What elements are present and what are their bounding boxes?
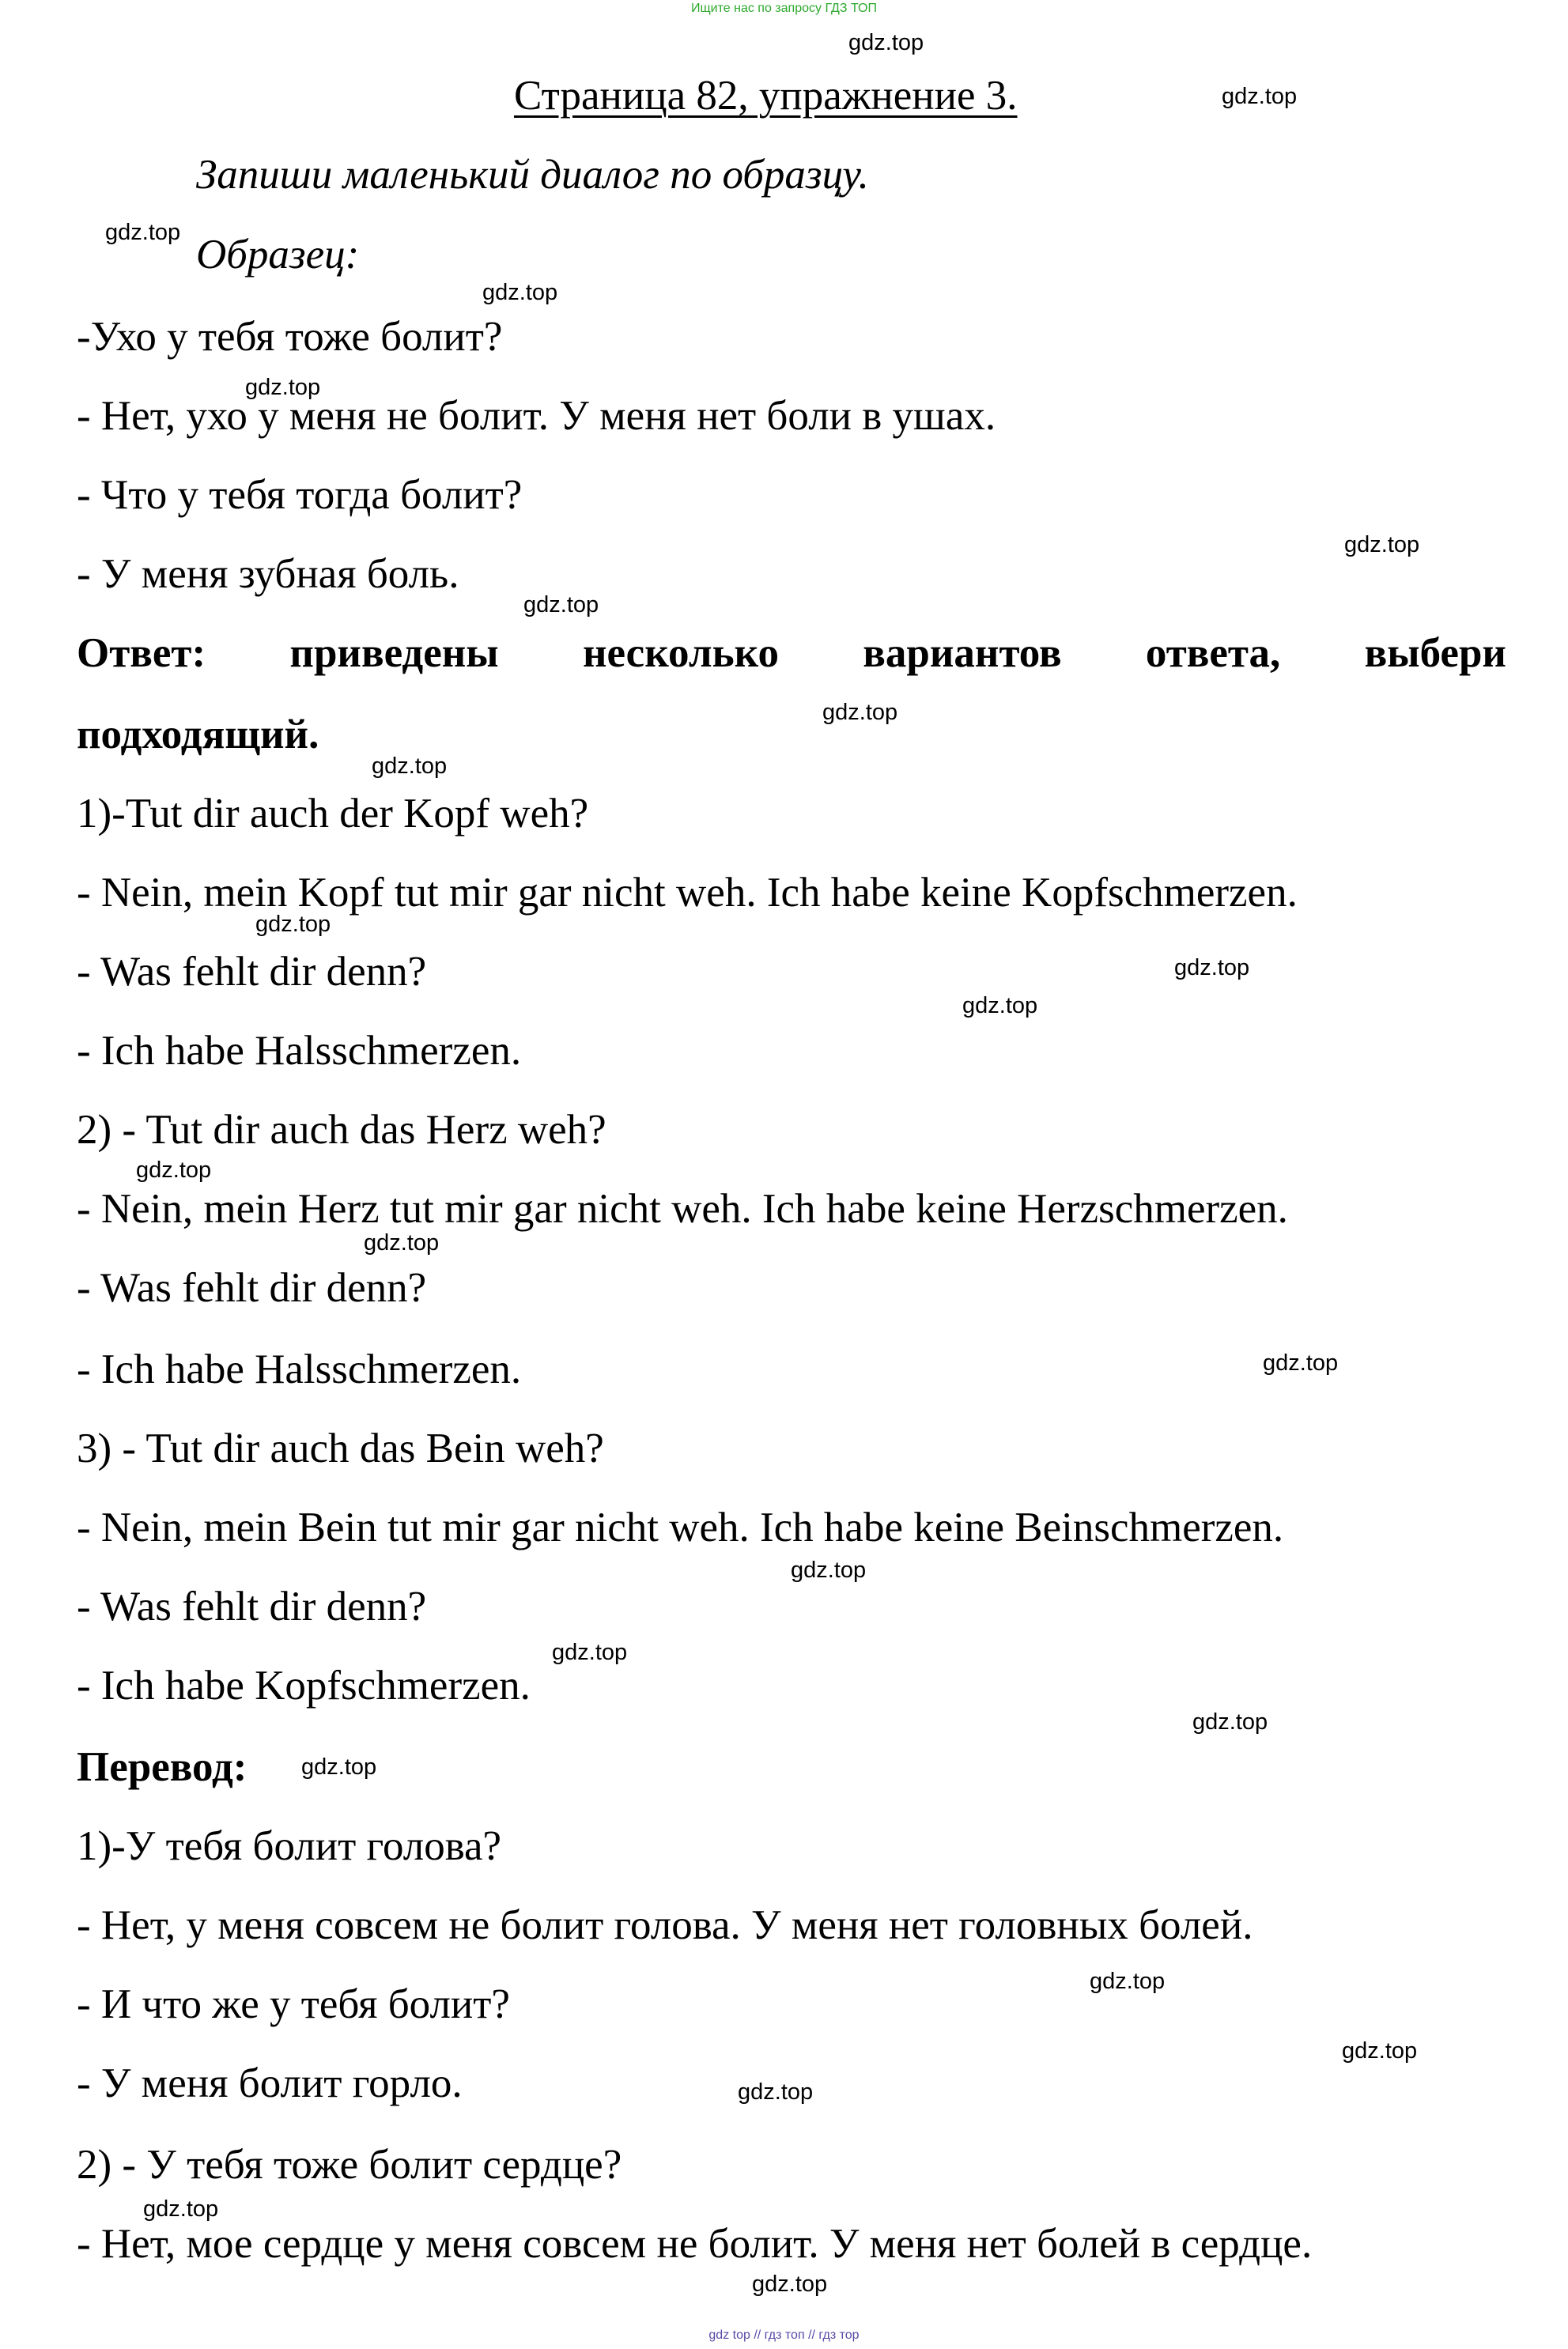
watermark: gdz.top xyxy=(962,993,1038,1018)
answer-line: - Ich habe Halsschmerzen. xyxy=(77,1346,522,1392)
answer-heading xyxy=(77,630,1506,676)
task-instruction: Запиши маленький диалог по образцу. xyxy=(196,152,869,198)
translation-line: - У меня болит горло. xyxy=(77,2060,463,2106)
answer-heading-word: ответа, xyxy=(1145,630,1281,676)
watermark: gdz.top xyxy=(143,2196,219,2222)
watermark: gdz.top xyxy=(1174,955,1250,980)
watermark: gdz.top xyxy=(552,1640,628,1665)
answer-line: 3) - Tut dir auch das Bein weh? xyxy=(77,1426,604,1471)
watermark: gdz.top xyxy=(791,1558,867,1583)
answer-heading-word: Ответ: xyxy=(77,630,206,676)
watermark: gdz.top xyxy=(364,1230,440,1256)
watermark: gdz.top xyxy=(136,1158,212,1183)
watermark: gdz.top xyxy=(301,1754,377,1780)
watermark: gdz.top xyxy=(848,30,924,55)
watermark: gdz.top xyxy=(822,700,898,725)
sample-label: Образец: xyxy=(196,232,360,278)
sample-line: -Ухо у тебя тоже болит? xyxy=(77,314,503,360)
translation-line: - Нет, у меня совсем не болит голова. У меня нет головных болей. xyxy=(77,1902,1253,1948)
answer-heading-word: несколько xyxy=(582,630,779,676)
answer-line: - Was fehlt dir denn? xyxy=(77,1265,427,1311)
answer-line: - Ich habe Kopfschmerzen. xyxy=(77,1663,531,1709)
watermark: gdz.top xyxy=(1344,532,1420,557)
answer-line: - Nein, mein Herz tut mir gar nicht weh. Ich habe keine Herzschmerzen. xyxy=(77,1186,1288,1232)
page-title: Страница 82, упражнение 3. xyxy=(514,73,1018,119)
watermark: gdz.top xyxy=(752,2272,828,2297)
watermark: gdz.top xyxy=(1090,1969,1166,1994)
translation-line: 2) - У тебя тоже болит сердце? xyxy=(77,2142,622,2188)
answer-line: - Was fehlt dir denn? xyxy=(77,949,427,995)
answer-line: - Nein, mein Bein tut mir gar nicht weh. Ich habe keine Beinschmerzen. xyxy=(77,1505,1284,1550)
answer-heading-word: выбери xyxy=(1364,630,1506,676)
translation-line: 1)-У тебя болит голова? xyxy=(77,1823,502,1869)
answer-heading-line2: подходящий. xyxy=(77,712,319,757)
watermark: gdz.top xyxy=(1342,2038,1418,2064)
watermark: gdz.top xyxy=(105,220,181,245)
translation-line: - Нет, мое сердце у меня совсем не болит. У меня нет болей в сердце. xyxy=(77,2221,1313,2267)
top-banner: Ищите нас по запросу ГДЗ ТОП xyxy=(691,2,877,15)
watermark: gdz.top xyxy=(245,375,321,400)
answer-line: - Nein, mein Kopf tut mir gar nicht weh. Ich habe keine Kopfschmerzen. xyxy=(77,870,1298,916)
watermark: gdz.top xyxy=(1263,1350,1339,1376)
sample-line: - Нет, ухо у меня не болит. У меня нет боли в ушах. xyxy=(77,393,996,439)
watermark: gdz.top xyxy=(523,592,599,617)
watermark: gdz.top xyxy=(255,912,331,937)
answer-line: 1)-Tut dir auch der Kopf weh? xyxy=(77,791,589,837)
answer-heading-word: вариантов xyxy=(863,630,1062,676)
answer-line: - Ich habe Halsschmerzen. xyxy=(77,1028,522,1074)
watermark: gdz.top xyxy=(738,2079,814,2105)
footer: gdz top // гдз топ // гдз тор xyxy=(708,2328,860,2342)
translation-line: - И что же у тебя болит? xyxy=(77,1981,510,2027)
answer-line: 2) - Tut dir auch das Herz weh? xyxy=(77,1107,606,1153)
sample-line: - Что у тебя тогда болит? xyxy=(77,472,523,518)
watermark: gdz.top xyxy=(1192,1709,1268,1735)
watermark: gdz.top xyxy=(372,753,448,779)
translation-heading: Перевод: xyxy=(77,1744,247,1790)
sample-line: - У меня зубная боль. xyxy=(77,551,459,597)
watermark: gdz.top xyxy=(482,280,558,305)
answer-heading-word: приведены xyxy=(289,630,499,676)
watermark: gdz.top xyxy=(1222,84,1298,109)
answer-line: - Was fehlt dir denn? xyxy=(77,1584,427,1630)
